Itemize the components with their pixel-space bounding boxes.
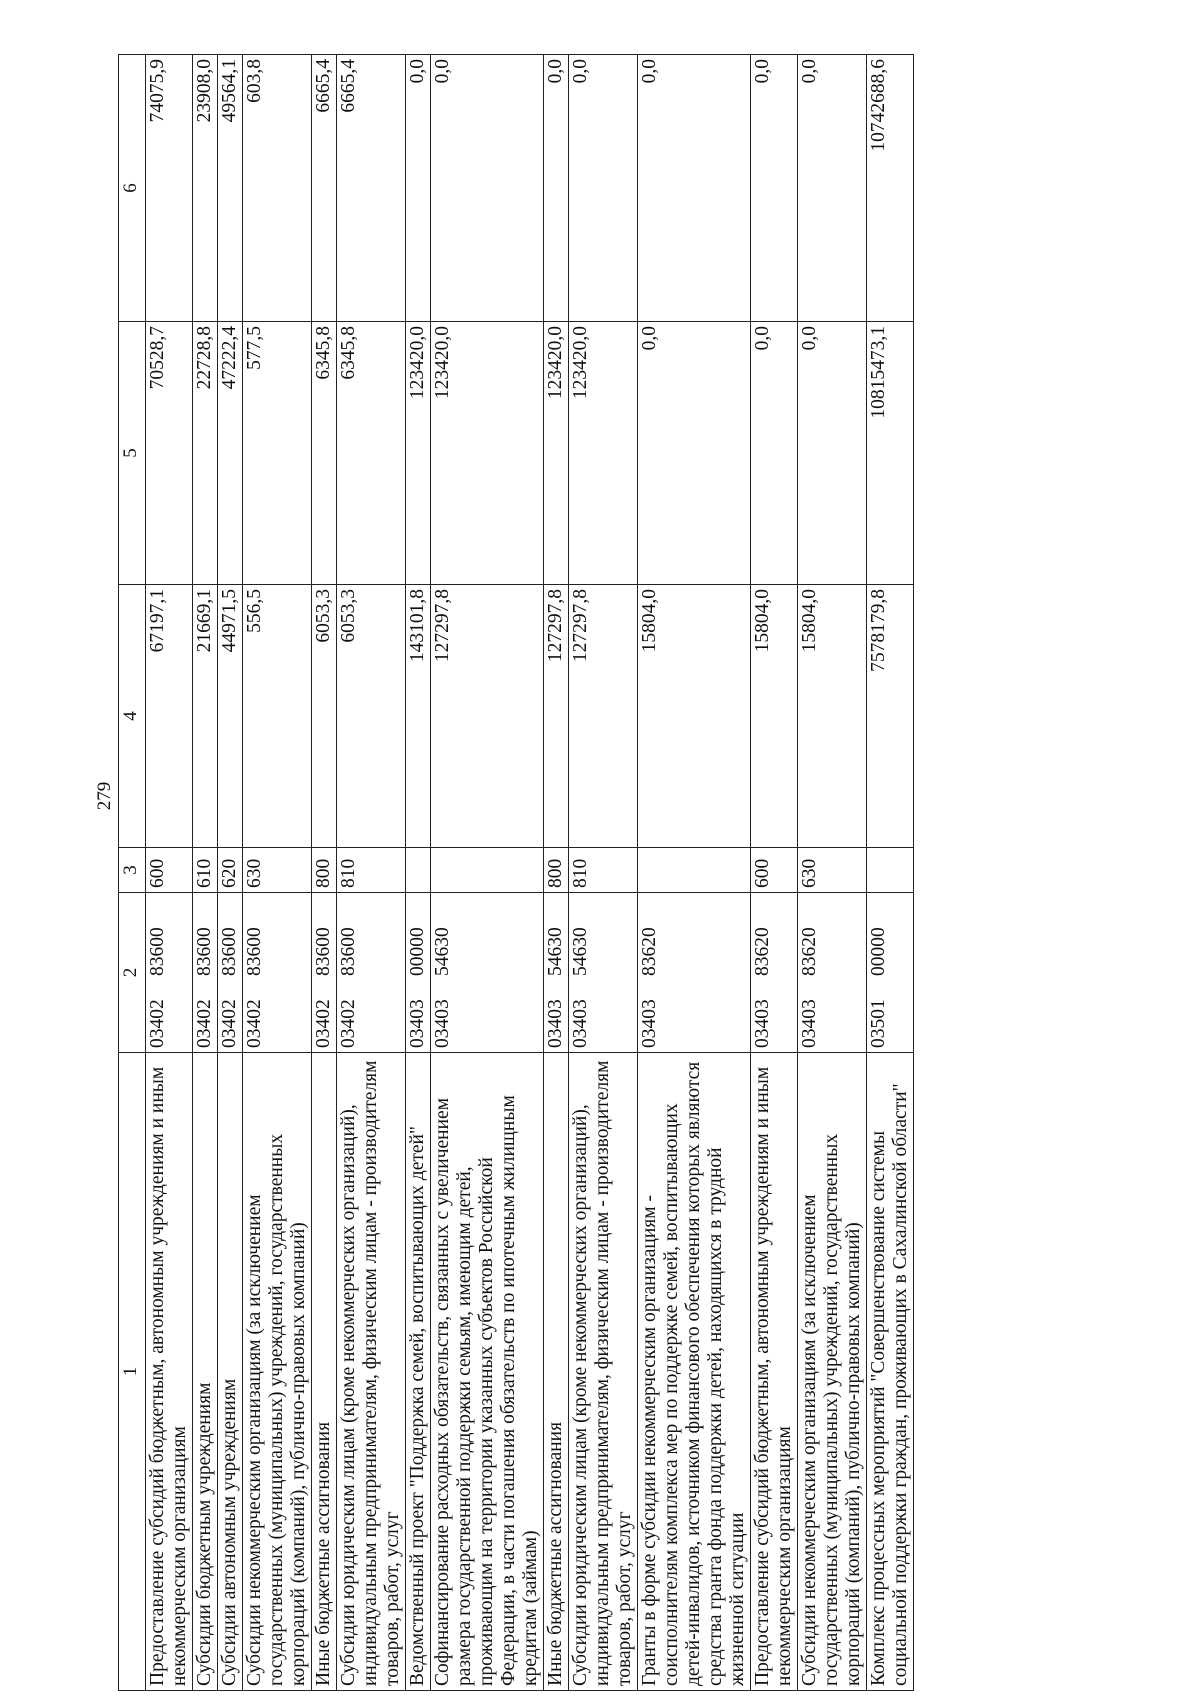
row-amount-col5: 6345,8 — [337, 322, 406, 585]
row-amount-col6: 6665,4 — [312, 55, 337, 322]
row-amount-col4: 15804,0 — [751, 585, 798, 848]
table-row — [431, 55, 544, 1691]
row-expense-type: 810 — [337, 848, 406, 893]
row-name: Гранты в форме субсидии некоммерческим организациям - соисполнителям комплекса мер по поддержке семей, воспитывающих детей-инвалидов, источником финансового обеспечения которых являются средства гранта фонда поддержки детей, находящихся в трудной жизненной ситуации — [638, 1053, 751, 1691]
row-code — [312, 893, 337, 1053]
table-row — [243, 55, 312, 1691]
row-amount-col6: 0,0 — [751, 55, 798, 322]
row-amount-col5: 123420,0 — [544, 322, 569, 585]
row-name: Иные бюджетные ассигнования — [312, 1053, 337, 1691]
row-amount-col6: 0,0 — [406, 55, 431, 322]
row-code-program: 03403 — [407, 999, 428, 1048]
row-code — [798, 893, 867, 1053]
row-amount-col6: 0,0 — [544, 55, 569, 322]
row-code-direction: 83620 — [752, 927, 773, 976]
rotated-table-wrapper — [118, 55, 1200, 1691]
row-amount-col5: 22728,8 — [193, 322, 218, 585]
row-amount-col5: 0,0 — [798, 322, 867, 585]
row-code-program: 03403 — [432, 999, 453, 1048]
table-row — [569, 55, 638, 1691]
table-row — [312, 55, 337, 1691]
row-amount-col4: 67197,1 — [146, 585, 193, 848]
column-header-3: 3 — [119, 848, 146, 893]
row-code — [751, 893, 798, 1053]
row-name: Субсидии автономным учреждениям — [218, 1053, 243, 1691]
row-amount-col6: 603,8 — [243, 55, 312, 322]
row-name: Ведомственный проект "Поддержка семей, воспитывающих детей" — [406, 1053, 431, 1691]
row-expense-type: 600 — [146, 848, 193, 893]
row-code-direction: 83600 — [338, 927, 359, 976]
row-code-program: 03402 — [244, 999, 265, 1048]
row-name: Субсидии некоммерческим организациям (за исключением государственных (муниципальных) учреждений, государственных корпораций (компаний), публично-правовых компаний) — [798, 1053, 867, 1691]
row-code — [337, 893, 406, 1053]
row-code-direction: 83600 — [244, 927, 265, 976]
row-code-program: 03402 — [338, 999, 359, 1048]
row-code-program: 03403 — [570, 999, 591, 1048]
row-amount-col4: 556,5 — [243, 585, 312, 848]
row-code — [146, 893, 193, 1053]
row-amount-col6: 0,0 — [569, 55, 638, 322]
row-code — [638, 893, 751, 1053]
table-row — [751, 55, 798, 1691]
row-amount-col6: 49564,1 — [218, 55, 243, 322]
row-amount-col5: 47222,4 — [218, 322, 243, 585]
row-amount-col4: 143101,8 — [406, 585, 431, 848]
row-amount-col6: 74075,9 — [146, 55, 193, 322]
row-code-direction: 83600 — [313, 927, 334, 976]
row-name: Софинансирование расходных обязательств, связанных с увеличением размера государственной поддержки семьям, имеющим детей, проживающим на территории указанных субъектов Российской Федерации, в части погашения обязательств по ипотечным жилищным кредитам (займам) — [431, 1053, 544, 1691]
row-amount-col4: 127297,8 — [569, 585, 638, 848]
row-code-direction: 83620 — [799, 927, 820, 976]
row-amount-col4: 15804,0 — [798, 585, 867, 848]
column-header-1: 1 — [119, 1053, 146, 1691]
row-amount-col5: 123420,0 — [406, 322, 431, 585]
row-code-program: 03402 — [147, 999, 168, 1048]
table-row — [218, 55, 243, 1691]
row-amount-col4: 21669,1 — [193, 585, 218, 848]
row-name: Предоставление субсидий бюджетным, автономным учреждениям и иным некоммерческим организациям — [146, 1053, 193, 1691]
row-expense-type: 630 — [243, 848, 312, 893]
row-code-direction: 00000 — [407, 927, 428, 976]
row-code — [243, 893, 312, 1053]
row-amount-col4: 44971,5 — [218, 585, 243, 848]
page-number: 279 — [94, 781, 115, 811]
row-amount-col6: 10742688,6 — [867, 55, 914, 322]
row-code-program: 03403 — [799, 999, 820, 1048]
row-code — [431, 893, 544, 1053]
table-row — [337, 55, 406, 1691]
column-header-6: 6 — [119, 55, 146, 322]
row-amount-col4: 127297,8 — [431, 585, 544, 848]
row-code-direction: 83600 — [219, 927, 240, 976]
row-name: Субсидии бюджетным учреждениям — [193, 1053, 218, 1691]
row-code — [867, 893, 914, 1053]
row-code-direction: 83620 — [639, 927, 660, 976]
row-expense-type: 600 — [751, 848, 798, 893]
row-amount-col4: 7578179,8 — [867, 585, 914, 848]
row-expense-type — [406, 848, 431, 893]
row-code-direction: 54630 — [570, 927, 591, 976]
row-amount-col5: 0,0 — [638, 322, 751, 585]
row-amount-col4: 6053,3 — [337, 585, 406, 848]
row-name: Предоставление субсидий бюджетным, автономным учреждениям и иным некоммерческим организациям — [751, 1053, 798, 1691]
table-row — [406, 55, 431, 1691]
row-amount-col5: 6345,8 — [312, 322, 337, 585]
table-body — [146, 55, 914, 1691]
row-code-direction: 83600 — [194, 927, 215, 976]
row-name: Субсидии юридическим лицам (кроме некоммерческих организаций), индивидуальным предпринимателям, физическим лицам - производителям товаров, работ, услуг — [337, 1053, 406, 1691]
row-code-direction: 83600 — [147, 927, 168, 976]
row-name: Субсидии юридическим лицам (кроме некоммерческих организаций), индивидуальным предпринимателям, физическим лицам - производителям товаров, работ, услуг — [569, 1053, 638, 1691]
row-amount-col4: 127297,8 — [544, 585, 569, 848]
column-header-5: 5 — [119, 322, 146, 585]
row-expense-type — [431, 848, 544, 893]
row-amount-col5: 123420,0 — [431, 322, 544, 585]
row-expense-type: 620 — [218, 848, 243, 893]
row-code-program: 03402 — [219, 999, 240, 1048]
row-name: Субсидии некоммерческим организациям (за исключением государственных (муниципальных) учреждений, государственных корпораций (компаний), публично-правовых компаний) — [243, 1053, 312, 1691]
row-code-program: 03402 — [194, 999, 215, 1048]
row-amount-col6: 0,0 — [638, 55, 751, 322]
row-code-direction: 00000 — [868, 927, 889, 976]
column-header-4: 4 — [119, 585, 146, 848]
row-amount-col5: 70528,7 — [146, 322, 193, 585]
header-row — [119, 55, 146, 1691]
row-amount-col5: 577,5 — [243, 322, 312, 585]
row-name: Комплекс процессных мероприятий "Совершенствование системы социальной поддержки граждан, проживающих в Сахалинской области" — [867, 1053, 914, 1691]
row-expense-type: 610 — [193, 848, 218, 893]
row-code — [544, 893, 569, 1053]
budget-table — [118, 54, 914, 1691]
table-header — [119, 55, 146, 1691]
row-code — [193, 893, 218, 1053]
row-amount-col6: 0,0 — [798, 55, 867, 322]
table-row — [798, 55, 867, 1691]
row-code-program: 03403 — [545, 999, 566, 1048]
row-amount-col6: 0,0 — [431, 55, 544, 322]
row-code-direction: 54630 — [545, 927, 566, 976]
row-amount-col6: 6665,4 — [337, 55, 406, 322]
table-row — [146, 55, 193, 1691]
row-expense-type: 630 — [798, 848, 867, 893]
row-expense-type — [867, 848, 914, 893]
row-code — [218, 893, 243, 1053]
row-amount-col6: 23908,0 — [193, 55, 218, 322]
table-row — [638, 55, 751, 1691]
row-expense-type: 800 — [312, 848, 337, 893]
row-amount-col4: 6053,3 — [312, 585, 337, 848]
row-code-direction: 54630 — [432, 927, 453, 976]
row-expense-type: 800 — [544, 848, 569, 893]
row-amount-col4: 15804,0 — [638, 585, 751, 848]
table-row — [867, 55, 914, 1691]
column-header-2: 2 — [119, 893, 146, 1053]
row-amount-col5: 123420,0 — [569, 322, 638, 585]
document-sheet — [118, 55, 1200, 1691]
row-amount-col5: 0,0 — [751, 322, 798, 585]
row-expense-type — [638, 848, 751, 893]
row-code-program: 03501 — [868, 999, 889, 1048]
row-code-program: 03402 — [313, 999, 334, 1048]
table-row — [544, 55, 569, 1691]
row-code — [406, 893, 431, 1053]
row-code — [569, 893, 638, 1053]
row-amount-col5: 10815473,1 — [867, 322, 914, 585]
row-expense-type: 810 — [569, 848, 638, 893]
row-name: Иные бюджетные ассигнования — [544, 1053, 569, 1691]
row-code-program: 03403 — [752, 999, 773, 1048]
table-row — [193, 55, 218, 1691]
row-code-program: 03403 — [639, 999, 660, 1048]
